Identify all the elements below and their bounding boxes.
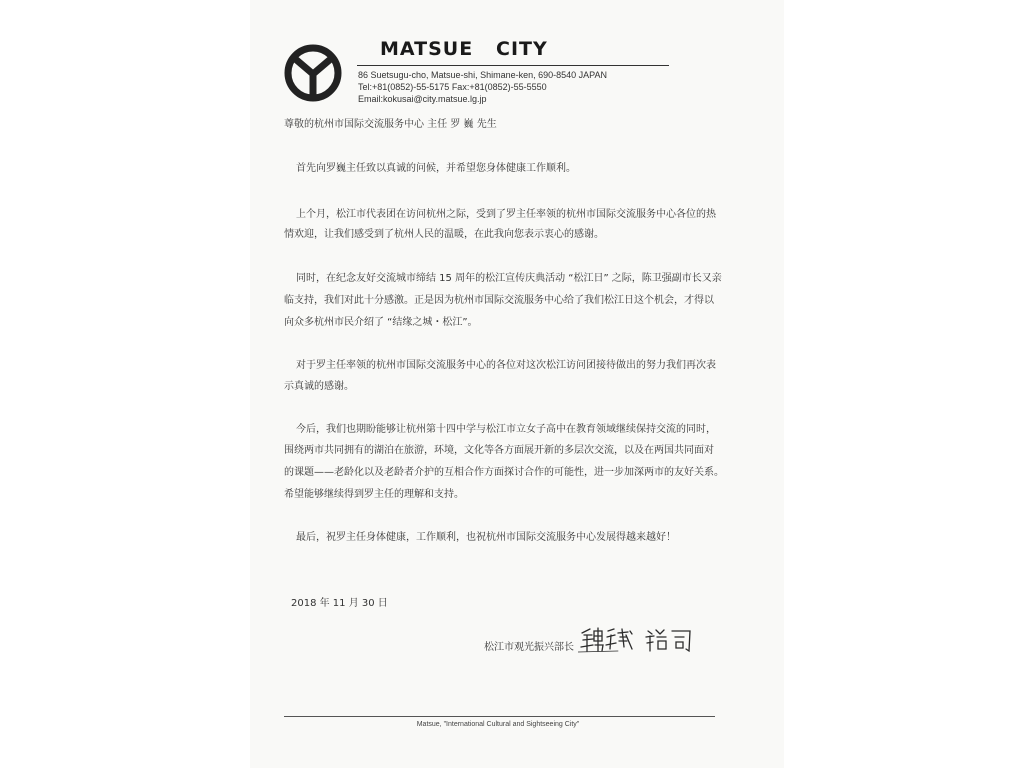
paragraph-4-line-2: 示真诚的感谢。	[284, 381, 354, 392]
paragraph-3-line-2: 临支持，我们对此十分感激。正是因为杭州市国际交流服务中心给了我们松江日这个机会，才得以	[284, 295, 714, 306]
matsue-city-emblem-icon	[283, 43, 343, 103]
scan-margin-right	[784, 0, 1024, 768]
paragraph-5-line-1: 今后，我们也期盼能够让杭州第十四中学与松江市立女子高中在教育领域继续保持交流的同时，	[296, 424, 716, 435]
letterhead-email: Email:kokusai@city.matsue.lg.jp	[358, 94, 487, 104]
letterhead-rule	[357, 65, 669, 66]
footer-rule	[284, 716, 715, 717]
letterhead-city-name: MATSUE CITY	[380, 38, 548, 60]
paragraph-4-line-1: 对于罗主任率领的杭州市国际交流服务中心的各位对这次松江访问团接待做出的努力我们再次表	[296, 360, 716, 371]
letter-salutation: 尊敬的杭州市国际交流服务中心 主任 罗 巍 先生	[284, 119, 497, 130]
signer-title: 松江市观光振兴部长	[484, 642, 574, 653]
scan-margin-left	[0, 0, 250, 768]
paragraph-3-line-1: 同时，在纪念友好交流城市缔结 15 周年的松江宣传庆典活动 “松江日” 之际，陈卫强副市长又亲	[296, 273, 722, 284]
paragraph-1-line-1: 首先向罗巍主任致以真诚的问候，并希望您身体健康工作顺利。	[296, 163, 576, 174]
paragraph-2-line-1: 上个月，松江市代表团在访问杭州之际，受到了罗主任率领的杭州市国际交流服务中心各位的热	[296, 209, 716, 220]
paragraph-5-line-2: 围绕两市共同拥有的湖泊在旅游，环境，文化等各方面展开新的多层次交流，以及在两国共同面对	[284, 445, 714, 456]
paragraph-5-line-3: 的课题——老龄化以及老龄者介护的互相合作方面探讨合作的可能性，进一步加深两市的友好关系。	[284, 467, 724, 478]
footer-text: Matsue, "International Cultural and Sightseeing City"	[416, 721, 580, 728]
paragraph-3-line-3: 向众多杭州市民介绍了 “结缘之城・松江”。	[284, 317, 478, 328]
letterhead-address: 86 Suetsugu-cho, Matsue-shi, Shimane-ken, 690-8540 JAPAN	[358, 70, 607, 80]
paragraph-5-line-4: 希望能够继续得到罗主任的理解和支持。	[284, 489, 464, 500]
letter-date: 2018 年 11 月 30 日	[291, 598, 388, 609]
paragraph-2-line-2: 情欢迎，让我们感受到了杭州人民的温暖，在此我向您表示衷心的感谢。	[284, 229, 604, 240]
letterhead-phone-fax: Tel:+81(0852)-55-5175 Fax:+81(0852)-55-5550	[358, 82, 547, 92]
footer-tagline	[0, 721, 1000, 728]
handwritten-signature	[578, 625, 698, 655]
paragraph-6-line-1: 最后，祝罗主任身体健康，工作顺利，也祝杭州市国际交流服务中心发展得越来越好！	[296, 532, 676, 543]
